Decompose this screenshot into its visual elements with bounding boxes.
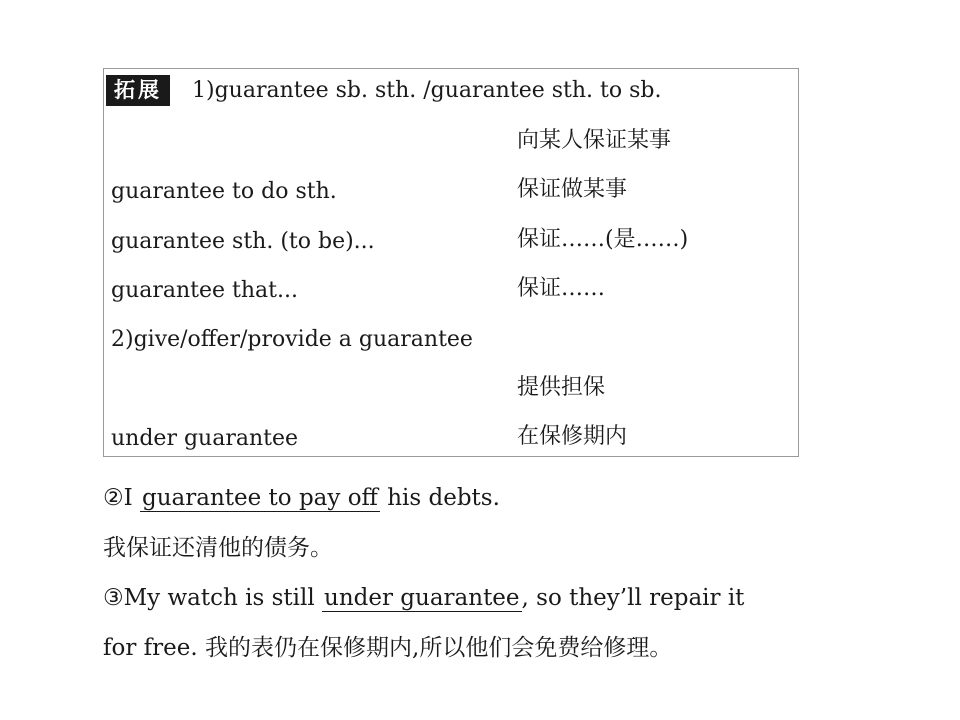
row-en: 2)give/offer/provide a guarantee [111, 327, 473, 352]
example-3-underlined: under guarantee [324, 585, 520, 611]
row-zh: 向某人保证某事 [517, 128, 672, 153]
example-2-translation: 我保证还清他的债务。 [103, 535, 333, 561]
row-en: under guarantee [111, 426, 298, 451]
example-2-prefix: ②I [103, 485, 141, 511]
row-en: guarantee sth. (to be)... [111, 229, 375, 254]
example-3-sentence [103, 582, 744, 614]
example-2-underlined: guarantee to pay off [142, 485, 378, 511]
row-zh: 保证做某事 [517, 177, 628, 202]
example-2-suffix: his debts. [379, 485, 500, 511]
row-zh: 在保修期内 [517, 424, 628, 449]
extension-first-line: 1)guarantee sb. sth. /guarantee sth. to sb. [192, 78, 662, 103]
row-zh: 提供担保 [517, 375, 606, 400]
row-en: guarantee that... [111, 278, 298, 303]
extension-box [103, 68, 799, 457]
example-3-prefix: ③My watch is still [103, 585, 323, 611]
row-zh: 保证……(是……) [517, 227, 689, 252]
example-3-line-2: for free. 我的表仍在保修期内,所以他们会免费给修理。 [103, 635, 673, 661]
example-3-suffix: , so they’ll repair it [521, 585, 745, 611]
extension-tag: 拓展 [106, 75, 170, 106]
row-zh: 保证…… [517, 276, 606, 301]
row-en: guarantee to do sth. [111, 179, 337, 204]
example-2-sentence [103, 482, 500, 514]
